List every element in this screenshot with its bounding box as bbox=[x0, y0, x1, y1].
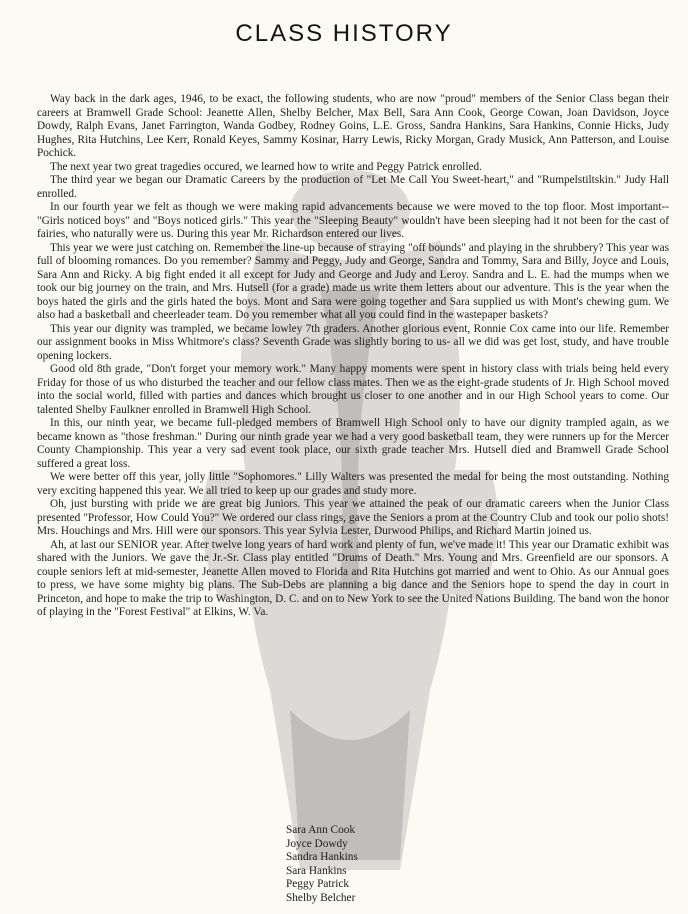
paragraph: Way back in the dark ages, 1946, to be exact, the following students, who are now "proud" members of the Senior Class began their careers at Bramwell Grade School: Jeanette Allen, Shelby Belcher, Max Bell, Sara Ann Cook, George Cowan, Joan Davidson, Joyce Dowdy, Ralph Evans, Janet Farrington, Wanda Godbey, Rodney Goins, L.E. Gross, Sandra Hankins, Sara Hankins, Connie Hicks, Judy Hughes, Rita Hutchins, Lee Kerr, Ronald Keyes, Sammy Kosinar, Harry Lewis, Ricky Morgan, Grady Musick, Ann Patterson, and Louise Pochick. bbox=[37, 93, 669, 159]
author-name: Sandra Hankins bbox=[286, 851, 358, 864]
paragraph: The next year two great tragedies occured, we learned how to write and Peggy Patrick enrolled. bbox=[50, 160, 482, 173]
paragraph: This year our dignity was trampled, we became lowley 7th graders. Another glorious event, Ronnie Cox came into our life. Remember our assignment books in Miss Whitmore's class? Seventh Grade was slightly boring to us- all we did was get lost, study, and have trouble opening lockers. bbox=[37, 322, 669, 362]
paragraph: Oh, just bursting with pride we are great big Juniors. This year we attained the peak of our dramatic careers when the Junior Class presented "Professor, How Could You?" We ordered our class rings, gave the Seniors a prom at the Country Club and took our polio shots! Mrs. Houchings and Mrs. Hill were our sponsors. This year Sylvia Lester, Durwood Philips, and Richard Martin joined us. bbox=[37, 498, 669, 537]
author-name: Joyce Dowdy bbox=[286, 837, 348, 850]
paragraph: Good old 8th grade, "Don't forget your memory work." Many happy moments were spent in history class with trials being held every Friday for those of us who disturbed the teacher and our fellow class mates. Then we as the eight-grade students of Jr. High School moved into the social world, filled with parties and dances which brought us closer to one another and in our High School years to come. Our talented Shelby Faulkner enrolled in Bramwell High School. bbox=[37, 363, 669, 416]
paragraph: In our fourth year we felt as though we were making rapid advancements because we were moved to the top floor. Most important--"Girls noticed boys" and "Boys noticed girls." This year the "Sleeping Beauty" wouldn't have been sleeping had it not been for the cast of fairies, who naturally were us. During this year Mr. Richardson entered our lives. bbox=[37, 201, 669, 240]
author-signatures bbox=[286, 824, 358, 906]
class-history-text bbox=[37, 93, 669, 620]
paragraph: We were better off this year, jolly little "Sophomores." Lilly Walters was presented the medal for being the most outstanding. Nothing very exciting happened this year. We all tried to keep up our grades and study more. bbox=[37, 471, 669, 497]
page-title: CLASS HISTORY bbox=[235, 20, 453, 48]
paragraph: In this, our ninth year, we became full-pledged members of Bramwell High School only to have our dignity trampled again, as we became known as "those freshman." During our ninth grade year we had a very good basketball team, they were runners up for the Mercer County Championship. This year a very sad event took place, our sixth grade teacher Mrs. Hutsell died and Bramwell Grade School suffered a great loss. bbox=[37, 417, 669, 470]
author-name: Peggy Patrick bbox=[286, 878, 350, 891]
paragraph: Ah, at last our SENIOR year. After twelve long years of hard work and plenty of fun, we've made it! This year our Dramatic exhibit was shared with the Juniors. We gave the Jr.-Sr. Class play entitled "Drums of Death." Mrs. Young and Mrs. Greenfield are our sponsors. A couple seniors left at mid-semester, Jeanette Allen moved to Florida and Rita Hutchins got married and went to Ohio. As our Annual goes to press, we have some mighty big plans. The Sub-Debs are planning a big dance and the Seniors hope to spend the day in court in Princeton, and hope to make the trip to Washington, D. C. and on to New York to see the United Nations Building. The band won the honor of playing in the "Forest Festival" at Elkins, W. Va. bbox=[37, 538, 669, 618]
paragraph: The third year we began our Dramatic Careers by the production of "Let Me Call You Sweet-heart," and "Rumpelstiltskin." Judy Hall enrolled. bbox=[37, 174, 669, 200]
paragraph: This year we were just catching on. Remember the line-up because of straying "off bounds" and playing in the shrubbery? This year was full of blooming romances. Do you remember? Sammy and Peggy, Judy and George, Sandra and Tommy, Sara and Billy, Joyce and Louis, Sara Ann and Ricky. A big fight ended it all except for Judy and George and Judy and Leroy. Sandra and L. E. had the mumps when we took our big journey on the train, and Mrs. Hutsell (for a grade) made us write them letters about our adventure. This is the year when the boys hated the girls and the girls hated the boys. Mont and Sara were going together and Sara supplied us with Mont's chewing gum. We also had a basketball and cheerleader team. Do you remember what all you could find in the wastepaper baskets? bbox=[37, 241, 669, 321]
author-name: Shelby Belcher bbox=[286, 891, 356, 904]
author-name: Sara Ann Cook bbox=[286, 824, 356, 836]
author-name: Sara Hankins bbox=[286, 864, 347, 877]
